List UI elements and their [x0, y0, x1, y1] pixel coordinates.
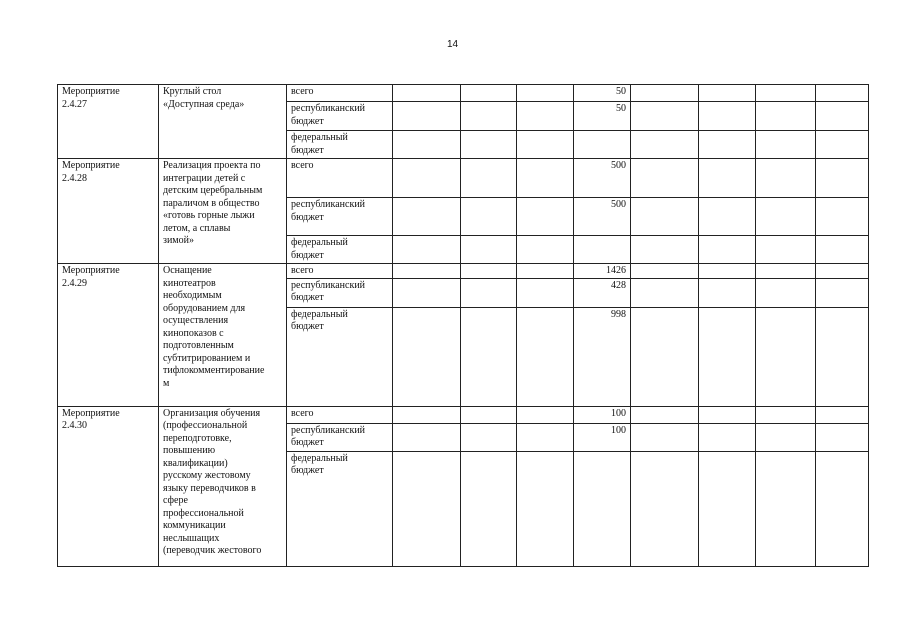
activity-number-cell — [58, 264, 159, 407]
empty-cell — [393, 159, 461, 198]
funding-source: федеральный бюджет — [291, 308, 348, 332]
empty-cell — [461, 85, 517, 102]
empty-cell — [699, 236, 756, 264]
empty-cell — [631, 236, 699, 264]
empty-cell — [816, 264, 869, 279]
empty-cell — [393, 278, 461, 307]
activity-number: Мероприятие 2.4.29 — [62, 265, 120, 289]
empty-cell — [393, 131, 461, 159]
table-row — [58, 264, 869, 279]
empty-cell — [816, 198, 869, 236]
funding-source-cell — [287, 102, 393, 131]
empty-cell — [631, 451, 699, 566]
amount-cell: 428 — [574, 278, 631, 307]
funding-source: федеральный бюджет — [291, 132, 348, 156]
amount-cell: 50 — [574, 102, 631, 131]
empty-cell — [816, 131, 869, 159]
funding-source-cell — [287, 85, 393, 102]
empty-cell — [517, 451, 574, 566]
funding-source: всего — [291, 86, 314, 97]
table-row — [58, 406, 869, 423]
empty-cell — [461, 198, 517, 236]
amount-cell: 500 — [574, 159, 631, 198]
activity-number-cell — [58, 406, 159, 566]
empty-cell — [699, 85, 756, 102]
empty-cell — [517, 102, 574, 131]
activity-number: Мероприятие 2.4.30 — [62, 407, 120, 431]
activity-number: Мероприятие 2.4.27 — [62, 86, 120, 110]
empty-cell — [461, 278, 517, 307]
amount-cell — [574, 236, 631, 264]
empty-cell — [461, 159, 517, 198]
empty-cell — [631, 131, 699, 159]
empty-cell — [631, 406, 699, 423]
empty-cell — [699, 102, 756, 131]
empty-cell — [699, 131, 756, 159]
table-row — [58, 85, 869, 102]
empty-cell — [517, 264, 574, 279]
empty-cell — [631, 159, 699, 198]
empty-cell — [816, 406, 869, 423]
empty-cell — [631, 264, 699, 279]
funding-source-cell — [287, 423, 393, 451]
funding-source: всего — [291, 407, 314, 419]
funding-source: республиканский бюджет — [291, 199, 366, 223]
empty-cell — [631, 198, 699, 236]
empty-cell — [816, 307, 869, 406]
empty-cell — [631, 102, 699, 131]
empty-cell — [816, 278, 869, 307]
funding-source: всего — [291, 265, 314, 276]
amount-cell: 100 — [574, 406, 631, 423]
empty-cell — [756, 102, 816, 131]
empty-cell — [699, 278, 756, 307]
amount-cell: 100 — [574, 423, 631, 451]
empty-cell — [517, 278, 574, 307]
empty-cell — [699, 451, 756, 566]
empty-cell — [393, 85, 461, 102]
funding-source: всего — [291, 160, 314, 171]
funding-source-cell — [287, 198, 393, 236]
empty-cell — [517, 159, 574, 198]
empty-cell — [816, 85, 869, 102]
activity-name-cell — [159, 264, 287, 407]
funding-source-cell — [287, 278, 393, 307]
empty-cell — [756, 159, 816, 198]
empty-cell — [816, 159, 869, 198]
funding-source-cell — [287, 236, 393, 264]
empty-cell — [517, 198, 574, 236]
empty-cell — [393, 307, 461, 406]
empty-cell — [393, 102, 461, 131]
empty-cell — [631, 278, 699, 307]
table-row — [58, 159, 869, 198]
activity-number: Мероприятие 2.4.28 — [62, 160, 120, 184]
empty-cell — [699, 159, 756, 198]
activity-number-cell — [58, 85, 159, 159]
budget-table — [57, 84, 869, 567]
empty-cell — [816, 236, 869, 264]
empty-cell — [699, 406, 756, 423]
empty-cell — [756, 451, 816, 566]
empty-cell — [461, 406, 517, 423]
empty-cell — [756, 264, 816, 279]
page-number: 14 — [446, 39, 459, 50]
empty-cell — [393, 264, 461, 279]
empty-cell — [461, 423, 517, 451]
empty-cell — [393, 236, 461, 264]
empty-cell — [756, 198, 816, 236]
empty-cell — [816, 451, 869, 566]
empty-cell — [393, 198, 461, 236]
funding-source-cell — [287, 159, 393, 198]
funding-source-cell — [287, 451, 393, 566]
funding-source: федеральный бюджет — [291, 452, 348, 476]
activity-name: Организация обучения (профессиональной переподготовке, повышению квалификации) русскому жестовому языку переводчиков в сфере профессиональной коммуникации неслышащих (переводчик жестового — [163, 407, 262, 556]
empty-cell — [393, 451, 461, 566]
empty-cell — [517, 423, 574, 451]
empty-cell — [517, 236, 574, 264]
funding-source: республиканский бюджет — [291, 279, 366, 303]
empty-cell — [461, 307, 517, 406]
amount-cell — [574, 451, 631, 566]
funding-source: республиканский бюджет — [291, 424, 366, 448]
empty-cell — [699, 198, 756, 236]
activity-name-cell — [159, 85, 287, 159]
funding-source-cell — [287, 131, 393, 159]
empty-cell — [517, 307, 574, 406]
empty-cell — [816, 102, 869, 131]
empty-cell — [461, 451, 517, 566]
amount-cell: 998 — [574, 307, 631, 406]
empty-cell — [631, 85, 699, 102]
empty-cell — [699, 423, 756, 451]
empty-cell — [756, 423, 816, 451]
funding-source-cell — [287, 406, 393, 423]
empty-cell — [756, 278, 816, 307]
activity-name: Оснащение кинотеатров необходимым оборудованием для осуществления кинопоказов с подготовленным субтитрированием и тифлокомментирование м — [163, 265, 265, 389]
empty-cell — [756, 236, 816, 264]
empty-cell — [461, 102, 517, 131]
empty-cell — [699, 307, 756, 406]
funding-source: федеральный бюджет — [291, 237, 348, 261]
empty-cell — [816, 423, 869, 451]
empty-cell — [517, 406, 574, 423]
empty-cell — [756, 406, 816, 423]
empty-cell — [756, 131, 816, 159]
amount-cell — [574, 131, 631, 159]
empty-cell — [756, 307, 816, 406]
activity-name-cell — [159, 406, 287, 566]
activity-name: Реализация проекта по интеграции детей с детским церебральным параличом в общество «готовь горные лыжи летом, а сплавы зимой» — [163, 160, 263, 246]
funding-source-cell — [287, 264, 393, 279]
empty-cell — [461, 236, 517, 264]
amount-cell: 500 — [574, 198, 631, 236]
empty-cell — [461, 264, 517, 279]
activity-name-cell — [159, 159, 287, 264]
amount-cell: 50 — [574, 85, 631, 102]
funding-source-cell — [287, 307, 393, 406]
empty-cell — [393, 423, 461, 451]
funding-source: республиканский бюджет — [291, 103, 366, 127]
empty-cell — [517, 131, 574, 159]
empty-cell — [461, 131, 517, 159]
empty-cell — [756, 85, 816, 102]
empty-cell — [631, 307, 699, 406]
amount-cell: 1426 — [574, 264, 631, 279]
activity-number-cell — [58, 159, 159, 264]
budget-table-body — [58, 85, 869, 567]
empty-cell — [631, 423, 699, 451]
empty-cell — [393, 406, 461, 423]
empty-cell — [699, 264, 756, 279]
empty-cell — [517, 85, 574, 102]
activity-name: Круглый стол «Доступная среда» — [163, 86, 245, 110]
